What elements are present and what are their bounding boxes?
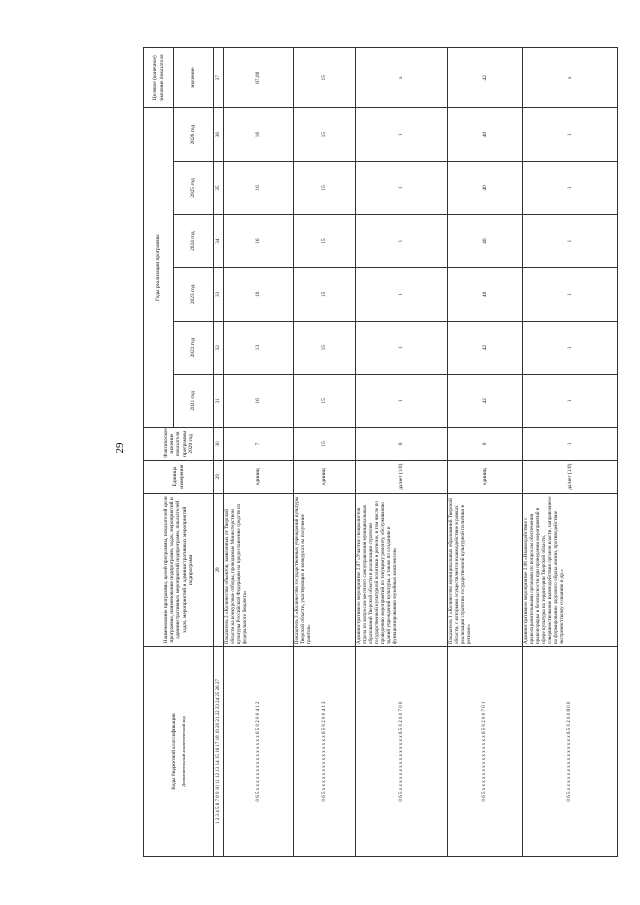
col-num-33: 33 [214, 268, 224, 321]
row-codes: 0 6 5 х х х х х х х х х х х х х х х 6 5 0 2 0 0 4 1 2 [224, 647, 294, 857]
row-value-2026: 1 [356, 108, 448, 161]
col-num-31: 31 [214, 374, 224, 427]
row-target: 15 [294, 48, 356, 109]
year-2023: 2023 год [174, 268, 214, 321]
col-num-35: 35 [214, 161, 224, 214]
row-value-2024: 15 [294, 215, 356, 268]
row-value-2021: 15 [294, 374, 356, 427]
row-codes: 0 6 5 х х х х х х х х х х х х х х х 6 5 0 2 0 0 7 0 1 [448, 647, 523, 857]
col-nums-codes: 1 2 3 4 5 6 7 8 9 10 11 12 13 14 15 16 17 18 19 20 21 22 23 24 25 26 27 [214, 647, 224, 857]
row-value-2024: 1 [523, 215, 618, 268]
target-value-header: значение [174, 48, 214, 109]
row-value-2023: 15 [294, 268, 356, 321]
row-codes: 0 6 5 х х х х х х х х х х х х х х х 6 5 0 2 0 0 8 0 0 [523, 647, 618, 857]
table-row [294, 48, 356, 857]
row-value-2024: 40 [448, 215, 523, 268]
row-value-2026: 15 [294, 108, 356, 161]
row-value-2022: 42 [448, 321, 523, 374]
row-value-2026: 1 [523, 108, 618, 161]
row-value-2026: 40 [448, 108, 523, 161]
row-value-2021: 42 [448, 374, 523, 427]
row-codes: 0 6 5 х х х х х х х х х х х х х х х 6 5 0 2 0 0 4 1 3 [294, 647, 356, 857]
row-value-2021: 16 [224, 374, 294, 427]
row-value-2021: 1 [356, 374, 448, 427]
unit-header: Единица измерения [144, 460, 214, 493]
row-value-2021: 1 [523, 374, 618, 427]
row-value-2025: 40 [448, 161, 523, 214]
row-value-2022: 1 [356, 321, 448, 374]
row-value-2023: 1 [356, 268, 448, 321]
row-fact: 0 [356, 427, 448, 460]
year-2025: 2025 год [174, 161, 214, 214]
row-value-2025: 16 [224, 161, 294, 214]
page-number: 29 [114, 442, 126, 454]
row-fact: 15 [294, 427, 356, 460]
col-num-34: 34 [214, 215, 224, 268]
row-fact: 1 [523, 427, 618, 460]
additional-code-label: Дополнительный аналитический код [180, 716, 186, 787]
row-name: Показатель 3 «Количество государственных учреждений культуры Тверской области, участвующих в конкурсах на получение грантов» [294, 493, 356, 647]
row-target: 42 [448, 48, 523, 109]
year-2026: 2026 год [174, 108, 214, 161]
col-num-29: 29 [214, 460, 224, 493]
col-num-36: 36 [214, 108, 224, 161]
row-value-2022: 1 [523, 321, 618, 374]
row-target: х [356, 48, 448, 109]
row-value-2022: 15 [294, 321, 356, 374]
row-target: 87,00 [224, 48, 294, 109]
table-row [224, 48, 294, 857]
row-value-2023: 10 [224, 268, 294, 321]
year-2021: 2021 год [174, 374, 214, 427]
years-header: Годы реализации программы [144, 108, 174, 427]
table-row [448, 48, 523, 857]
row-fact: 7 [224, 427, 294, 460]
col-num-37: 37 [214, 48, 224, 109]
budget-codes-label: Коды бюджетной классификации [171, 713, 178, 790]
row-unit: единиц [294, 460, 356, 493]
program-table [143, 47, 618, 857]
row-value-2024: 1 [356, 215, 448, 268]
document-table-wrapper [143, 47, 579, 857]
row-name: Показатель 1 «Количество муниципальных образований Тверской области, с которыми осуществляется взаимодействие в рамках реализации стратегии государственной культурной политики в регионе» [448, 493, 523, 647]
row-target: х [523, 48, 618, 109]
row-unit: да/нет (1/0) [523, 460, 618, 493]
name-header: Наименование программы, целей программы, показателей цели программы, наименование подпрограмм, задач, мероприятий и административных мероприятий подпрограмм, показателей задач, мероприятий и административных мероприятий подпрограмм [144, 493, 214, 647]
row-name: Показатель 2 «Количество объектов, заявленных от Тверской области на конкурсные отборы, проводимые Министерством культуры Российской Федерации на предоставление средств из федерального бюджета» [224, 493, 294, 647]
row-unit: единиц [448, 460, 523, 493]
row-value-2026: 16 [224, 108, 294, 161]
col-num-28: 28 [214, 493, 224, 647]
row-unit: да/нет (1/0) [356, 460, 448, 493]
budget-codes-header [144, 647, 214, 857]
year-2022: 2022 год [174, 321, 214, 374]
row-unit: единиц [224, 460, 294, 493]
table-row [356, 48, 448, 857]
row-value-2023: 1 [523, 268, 618, 321]
row-value-2024: 16 [224, 215, 294, 268]
row-name: Административное мероприятие 2.08 «Взаимодействие с правоохранительными органами по вопросам обеспечения правопорядка и безопасности при проведении мероприятий в сфере культуры на территории Тверской области, совершенствование взаимодействия органов власти, направленное на формирование здорового образа жизни, противодействие экстремистскому сознанию и др.» [523, 493, 618, 647]
year-2024: 2024 год [174, 215, 214, 268]
row-name: Административное мероприятие 2.07 «Участие специалистов отдела по вопросам местного самоуправления муниципальных образований Тверской области в реализации стратегии государственной культурной политики в регионе, в том числе по проведению мероприятий по текущему ремонту, обслуживанию зданий учреждений культуры, а также по созданию и функционированию музейных комплексов» [356, 493, 448, 647]
row-value-2022: 13 [224, 321, 294, 374]
row-value-2023: 40 [448, 268, 523, 321]
row-value-2025: 1 [356, 161, 448, 214]
col-num-32: 32 [214, 321, 224, 374]
table-row [523, 48, 618, 857]
row-value-2025: 1 [523, 161, 618, 214]
fact-header: Фактическое значение показателя программы 2020 год [144, 427, 214, 460]
row-fact: 0 [448, 427, 523, 460]
row-codes: 0 6 5 х х х х х х х х х х х х х х х 6 5 0 2 0 0 7 0 0 [356, 647, 448, 857]
target-header: Целевое (конечное) значение показателя [144, 48, 174, 109]
col-num-30: 30 [214, 427, 224, 460]
row-value-2025: 15 [294, 161, 356, 214]
